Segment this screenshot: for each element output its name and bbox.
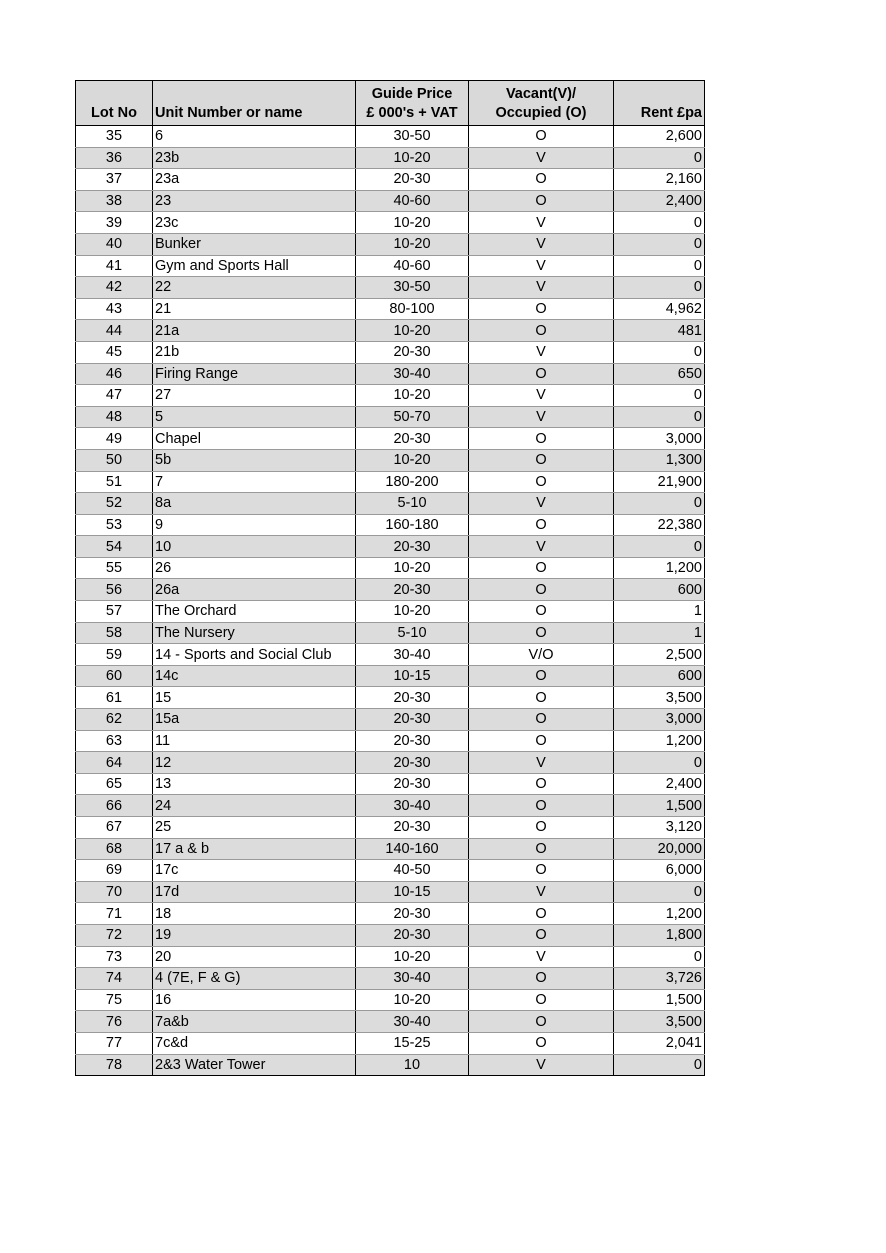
- unit-name-cell: 14c: [153, 665, 356, 687]
- guide-price-cell: 20-30: [356, 536, 469, 558]
- vacancy-status-cell: O: [469, 730, 614, 752]
- lot-no-cell: 40: [76, 233, 153, 255]
- rent-cell: 4,962: [614, 298, 705, 320]
- unit-name-cell: 14 - Sports and Social Club: [153, 644, 356, 666]
- lot-no-cell: 63: [76, 730, 153, 752]
- unit-name-cell: 24: [153, 795, 356, 817]
- table-row: [76, 514, 705, 536]
- vacancy-status-cell: V: [469, 406, 614, 428]
- table-row: [76, 1032, 705, 1054]
- unit-name-cell: Chapel: [153, 428, 356, 450]
- rent-cell: 1,300: [614, 449, 705, 471]
- lot-no-cell: 72: [76, 924, 153, 946]
- header-vacant-occupied: [469, 81, 614, 126]
- vacancy-status-cell: V: [469, 341, 614, 363]
- header-vacant-occupied-line1: Vacant(V)/: [505, 86, 577, 102]
- table-row: [76, 752, 705, 774]
- rent-cell: 0: [614, 406, 705, 428]
- vacancy-status-cell: V: [469, 493, 614, 515]
- rent-cell: 0: [614, 1054, 705, 1076]
- rent-cell: 2,400: [614, 773, 705, 795]
- rent-cell: 0: [614, 385, 705, 407]
- vacancy-status-cell: O: [469, 1011, 614, 1033]
- table-body: [76, 126, 705, 1076]
- lot-no-cell: 58: [76, 622, 153, 644]
- header-guide-price-line2: £ 000's + VAT: [366, 105, 458, 121]
- rent-cell: 3,500: [614, 687, 705, 709]
- guide-price-cell: 30-40: [356, 363, 469, 385]
- table-row: [76, 298, 705, 320]
- rent-cell: 650: [614, 363, 705, 385]
- unit-name-cell: 19: [153, 924, 356, 946]
- lot-no-cell: 36: [76, 147, 153, 169]
- guide-price-cell: 10-15: [356, 665, 469, 687]
- guide-price-cell: 20-30: [356, 579, 469, 601]
- rent-cell: 3,726: [614, 968, 705, 990]
- header-guide-price-line1: Guide Price: [371, 86, 453, 102]
- rent-cell: 0: [614, 277, 705, 299]
- guide-price-cell: 5-10: [356, 622, 469, 644]
- rent-cell: 1,200: [614, 730, 705, 752]
- vacancy-status-cell: O: [469, 903, 614, 925]
- unit-name-cell: 17c: [153, 860, 356, 882]
- lot-no-cell: 71: [76, 903, 153, 925]
- unit-name-cell: Bunker: [153, 233, 356, 255]
- table-row: [76, 1054, 705, 1076]
- rent-cell: 3,120: [614, 817, 705, 839]
- guide-price-cell: 10-20: [356, 557, 469, 579]
- unit-name-cell: 12: [153, 752, 356, 774]
- rent-cell: 0: [614, 881, 705, 903]
- guide-price-cell: 30-40: [356, 1011, 469, 1033]
- table-row: [76, 212, 705, 234]
- vacancy-status-cell: V: [469, 946, 614, 968]
- table-row: [76, 665, 705, 687]
- vacancy-status-cell: O: [469, 795, 614, 817]
- vacancy-status-cell: O: [469, 687, 614, 709]
- lot-no-cell: 73: [76, 946, 153, 968]
- guide-price-cell: 10-20: [356, 601, 469, 623]
- table-row: [76, 601, 705, 623]
- rent-cell: 0: [614, 212, 705, 234]
- lot-no-cell: 74: [76, 968, 153, 990]
- table-row: [76, 341, 705, 363]
- table-row: [76, 147, 705, 169]
- guide-price-cell: 30-40: [356, 644, 469, 666]
- guide-price-cell: 40-50: [356, 860, 469, 882]
- guide-price-cell: 40-60: [356, 190, 469, 212]
- table-row: [76, 687, 705, 709]
- vacancy-status-cell: O: [469, 320, 614, 342]
- guide-price-cell: 40-60: [356, 255, 469, 277]
- lot-no-cell: 76: [76, 1011, 153, 1033]
- guide-price-cell: 20-30: [356, 924, 469, 946]
- vacancy-status-cell: O: [469, 860, 614, 882]
- table-row: [76, 471, 705, 493]
- table-row: [76, 536, 705, 558]
- table-row: [76, 795, 705, 817]
- lot-no-cell: 39: [76, 212, 153, 234]
- lot-no-cell: 60: [76, 665, 153, 687]
- rent-cell: 481: [614, 320, 705, 342]
- table-row: [76, 126, 705, 148]
- table-row: [76, 730, 705, 752]
- unit-name-cell: 18: [153, 903, 356, 925]
- vacancy-status-cell: V: [469, 536, 614, 558]
- unit-name-cell: 25: [153, 817, 356, 839]
- header-guide-price: [356, 81, 469, 126]
- unit-name-cell: 20: [153, 946, 356, 968]
- lot-no-cell: 62: [76, 709, 153, 731]
- guide-price-cell: 20-30: [356, 903, 469, 925]
- vacancy-status-cell: O: [469, 363, 614, 385]
- vacancy-status-cell: O: [469, 989, 614, 1011]
- lot-no-cell: 48: [76, 406, 153, 428]
- rent-cell: 1,500: [614, 795, 705, 817]
- lot-no-cell: 43: [76, 298, 153, 320]
- rent-cell: 0: [614, 752, 705, 774]
- table-row: [76, 385, 705, 407]
- rent-cell: 21,900: [614, 471, 705, 493]
- unit-name-cell: 23c: [153, 212, 356, 234]
- unit-name-cell: 27: [153, 385, 356, 407]
- vacancy-status-cell: V: [469, 1054, 614, 1076]
- rent-cell: 1: [614, 622, 705, 644]
- unit-name-cell: 21a: [153, 320, 356, 342]
- rent-cell: 3,000: [614, 428, 705, 450]
- table-row: [76, 881, 705, 903]
- rent-cell: 6,000: [614, 860, 705, 882]
- unit-name-cell: The Nursery: [153, 622, 356, 644]
- table-row: [76, 190, 705, 212]
- lot-no-cell: 64: [76, 752, 153, 774]
- unit-name-cell: 7: [153, 471, 356, 493]
- unit-name-cell: 2&3 Water Tower: [153, 1054, 356, 1076]
- table-row: [76, 989, 705, 1011]
- lot-no-cell: 38: [76, 190, 153, 212]
- table-row: [76, 644, 705, 666]
- vacancy-status-cell: V: [469, 277, 614, 299]
- rent-cell: 1,500: [614, 989, 705, 1011]
- lot-no-cell: 53: [76, 514, 153, 536]
- vacancy-status-cell: O: [469, 190, 614, 212]
- guide-price-cell: 10: [356, 1054, 469, 1076]
- rent-cell: 2,500: [614, 644, 705, 666]
- unit-name-cell: 15a: [153, 709, 356, 731]
- rent-cell: 3,000: [614, 709, 705, 731]
- unit-name-cell: 26: [153, 557, 356, 579]
- lot-no-cell: 49: [76, 428, 153, 450]
- table-header: [76, 81, 705, 126]
- guide-price-cell: 20-30: [356, 773, 469, 795]
- lot-no-cell: 57: [76, 601, 153, 623]
- lot-no-cell: 69: [76, 860, 153, 882]
- vacancy-status-cell: O: [469, 126, 614, 148]
- rent-cell: 1,800: [614, 924, 705, 946]
- guide-price-cell: 180-200: [356, 471, 469, 493]
- vacancy-status-cell: V: [469, 752, 614, 774]
- guide-price-cell: 20-30: [356, 730, 469, 752]
- vacancy-status-cell: V: [469, 233, 614, 255]
- rent-cell: 0: [614, 536, 705, 558]
- table-row: [76, 579, 705, 601]
- guide-price-cell: 20-30: [356, 709, 469, 731]
- unit-name-cell: Gym and Sports Hall: [153, 255, 356, 277]
- unit-name-cell: 10: [153, 536, 356, 558]
- table-row: [76, 449, 705, 471]
- lot-no-cell: 55: [76, 557, 153, 579]
- lot-schedule-sheet: [75, 80, 704, 1076]
- vacancy-status-cell: V/O: [469, 644, 614, 666]
- header-rent: Rent £pa: [614, 81, 705, 126]
- lot-no-cell: 37: [76, 169, 153, 191]
- table-row: [76, 817, 705, 839]
- unit-name-cell: 11: [153, 730, 356, 752]
- unit-name-cell: 8a: [153, 493, 356, 515]
- vacancy-status-cell: V: [469, 881, 614, 903]
- table-row: [76, 406, 705, 428]
- rent-cell: 0: [614, 946, 705, 968]
- unit-name-cell: 4 (7E, F & G): [153, 968, 356, 990]
- lot-no-cell: 75: [76, 989, 153, 1011]
- guide-price-cell: 10-20: [356, 233, 469, 255]
- lot-no-cell: 50: [76, 449, 153, 471]
- table-row: [76, 363, 705, 385]
- table-row: [76, 622, 705, 644]
- lot-no-cell: 68: [76, 838, 153, 860]
- rent-cell: 0: [614, 147, 705, 169]
- guide-price-cell: 30-40: [356, 795, 469, 817]
- table-row: [76, 255, 705, 277]
- unit-name-cell: 7a&b: [153, 1011, 356, 1033]
- vacancy-status-cell: V: [469, 212, 614, 234]
- unit-name-cell: 17 a & b: [153, 838, 356, 860]
- header-lot-no: Lot No: [76, 81, 153, 126]
- unit-name-cell: 22: [153, 277, 356, 299]
- vacancy-status-cell: O: [469, 579, 614, 601]
- table-row: [76, 493, 705, 515]
- vacancy-status-cell: O: [469, 1032, 614, 1054]
- rent-cell: 22,380: [614, 514, 705, 536]
- header-row: [76, 81, 705, 126]
- guide-price-cell: 20-30: [356, 817, 469, 839]
- lot-no-cell: 45: [76, 341, 153, 363]
- unit-name-cell: 13: [153, 773, 356, 795]
- guide-price-cell: 15-25: [356, 1032, 469, 1054]
- vacancy-status-cell: O: [469, 471, 614, 493]
- vacancy-status-cell: O: [469, 665, 614, 687]
- rent-cell: 0: [614, 255, 705, 277]
- vacancy-status-cell: O: [469, 622, 614, 644]
- unit-name-cell: 21b: [153, 341, 356, 363]
- vacancy-status-cell: O: [469, 968, 614, 990]
- guide-price-cell: 10-20: [356, 449, 469, 471]
- rent-cell: 2,160: [614, 169, 705, 191]
- table-row: [76, 169, 705, 191]
- vacancy-status-cell: O: [469, 298, 614, 320]
- rent-cell: 0: [614, 233, 705, 255]
- unit-name-cell: 23a: [153, 169, 356, 191]
- guide-price-cell: 10-20: [356, 320, 469, 342]
- lot-no-cell: 56: [76, 579, 153, 601]
- rent-cell: 600: [614, 579, 705, 601]
- guide-price-cell: 20-30: [356, 341, 469, 363]
- vacancy-status-cell: O: [469, 838, 614, 860]
- guide-price-cell: 10-20: [356, 147, 469, 169]
- vacancy-status-cell: O: [469, 817, 614, 839]
- rent-cell: 2,400: [614, 190, 705, 212]
- unit-name-cell: The Orchard: [153, 601, 356, 623]
- header-vacant-occupied-line2: Occupied (O): [495, 105, 587, 121]
- guide-price-cell: 20-30: [356, 428, 469, 450]
- unit-name-cell: 23: [153, 190, 356, 212]
- vacancy-status-cell: O: [469, 601, 614, 623]
- vacancy-status-cell: O: [469, 557, 614, 579]
- rent-cell: 1: [614, 601, 705, 623]
- header-unit-name: Unit Number or name: [153, 81, 356, 126]
- guide-price-cell: 10-20: [356, 385, 469, 407]
- guide-price-cell: 10-20: [356, 946, 469, 968]
- unit-name-cell: 5b: [153, 449, 356, 471]
- rent-cell: 600: [614, 665, 705, 687]
- lot-no-cell: 66: [76, 795, 153, 817]
- guide-price-cell: 160-180: [356, 514, 469, 536]
- guide-price-cell: 5-10: [356, 493, 469, 515]
- unit-name-cell: 16: [153, 989, 356, 1011]
- lot-no-cell: 61: [76, 687, 153, 709]
- table-row: [76, 709, 705, 731]
- lot-no-cell: 52: [76, 493, 153, 515]
- table-row: [76, 428, 705, 450]
- lot-no-cell: 59: [76, 644, 153, 666]
- unit-name-cell: 15: [153, 687, 356, 709]
- guide-price-cell: 80-100: [356, 298, 469, 320]
- lot-no-cell: 47: [76, 385, 153, 407]
- rent-cell: 20,000: [614, 838, 705, 860]
- guide-price-cell: 20-30: [356, 752, 469, 774]
- lot-no-cell: 41: [76, 255, 153, 277]
- vacancy-status-cell: O: [469, 924, 614, 946]
- rent-cell: 1,200: [614, 903, 705, 925]
- table-row: [76, 946, 705, 968]
- guide-price-cell: 50-70: [356, 406, 469, 428]
- rent-cell: 0: [614, 493, 705, 515]
- guide-price-cell: 10-20: [356, 989, 469, 1011]
- lot-no-cell: 42: [76, 277, 153, 299]
- rent-cell: 3,500: [614, 1011, 705, 1033]
- lot-no-cell: 77: [76, 1032, 153, 1054]
- table-row: [76, 924, 705, 946]
- table-row: [76, 903, 705, 925]
- guide-price-cell: 30-50: [356, 277, 469, 299]
- lot-no-cell: 51: [76, 471, 153, 493]
- table-row: [76, 557, 705, 579]
- lot-schedule-table: [75, 80, 705, 1076]
- lot-no-cell: 44: [76, 320, 153, 342]
- lot-no-cell: 65: [76, 773, 153, 795]
- unit-name-cell: 23b: [153, 147, 356, 169]
- vacancy-status-cell: V: [469, 385, 614, 407]
- unit-name-cell: 5: [153, 406, 356, 428]
- unit-name-cell: 9: [153, 514, 356, 536]
- lot-no-cell: 70: [76, 881, 153, 903]
- rent-cell: 2,600: [614, 126, 705, 148]
- table-row: [76, 968, 705, 990]
- lot-no-cell: 35: [76, 126, 153, 148]
- lot-no-cell: 67: [76, 817, 153, 839]
- vacancy-status-cell: O: [469, 169, 614, 191]
- lot-no-cell: 46: [76, 363, 153, 385]
- vacancy-status-cell: V: [469, 147, 614, 169]
- guide-price-cell: 140-160: [356, 838, 469, 860]
- guide-price-cell: 20-30: [356, 687, 469, 709]
- lot-no-cell: 78: [76, 1054, 153, 1076]
- table-row: [76, 1011, 705, 1033]
- guide-price-cell: 30-40: [356, 968, 469, 990]
- table-row: [76, 233, 705, 255]
- guide-price-cell: 10-20: [356, 212, 469, 234]
- guide-price-cell: 10-15: [356, 881, 469, 903]
- table-row: [76, 277, 705, 299]
- unit-name-cell: 7c&d: [153, 1032, 356, 1054]
- unit-name-cell: 17d: [153, 881, 356, 903]
- vacancy-status-cell: V: [469, 255, 614, 277]
- unit-name-cell: 6: [153, 126, 356, 148]
- unit-name-cell: Firing Range: [153, 363, 356, 385]
- unit-name-cell: 26a: [153, 579, 356, 601]
- table-row: [76, 773, 705, 795]
- vacancy-status-cell: O: [469, 709, 614, 731]
- rent-cell: 2,041: [614, 1032, 705, 1054]
- vacancy-status-cell: O: [469, 773, 614, 795]
- table-row: [76, 838, 705, 860]
- guide-price-cell: 30-50: [356, 126, 469, 148]
- vacancy-status-cell: O: [469, 428, 614, 450]
- lot-no-cell: 54: [76, 536, 153, 558]
- table-row: [76, 860, 705, 882]
- vacancy-status-cell: O: [469, 449, 614, 471]
- unit-name-cell: 21: [153, 298, 356, 320]
- table-row: [76, 320, 705, 342]
- rent-cell: 0: [614, 341, 705, 363]
- rent-cell: 1,200: [614, 557, 705, 579]
- vacancy-status-cell: O: [469, 514, 614, 536]
- guide-price-cell: 20-30: [356, 169, 469, 191]
